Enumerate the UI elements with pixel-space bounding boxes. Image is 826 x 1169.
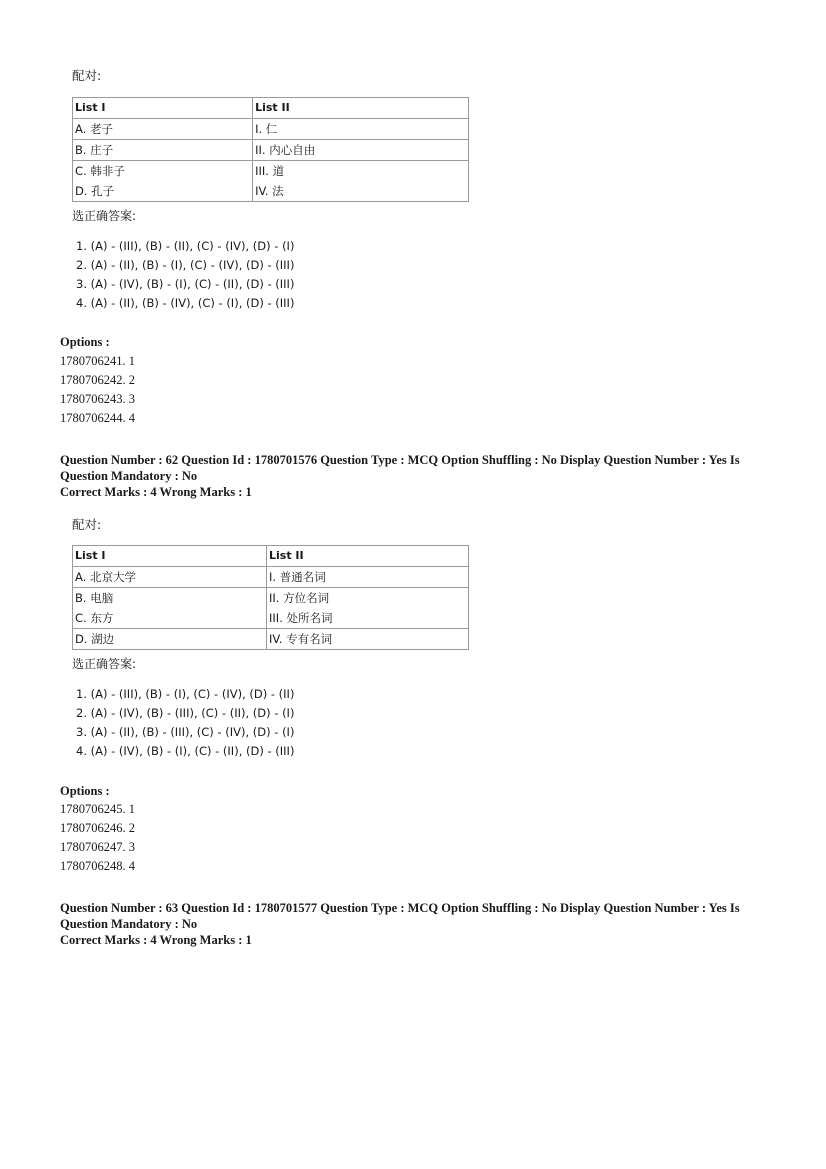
table-cell-line: D. 孔子 xyxy=(75,184,115,198)
question-63-meta xyxy=(60,900,760,948)
table-cell-line: C. 东方 xyxy=(75,611,114,625)
list-item: 1. (A) - (III), (B) - (I), (C) - (IV), (D) - (II) xyxy=(76,687,295,701)
question-61-options-label: Options : xyxy=(60,335,110,349)
list-item: 4. (A) - (IV), (B) - (I), (C) - (II), (D) - (III) xyxy=(76,744,295,758)
table-header-list-i: List I xyxy=(73,546,267,567)
question-61-options xyxy=(60,352,135,428)
list-item: 1780706247. 3 xyxy=(60,840,135,854)
table-cell-line: IV. 法 xyxy=(255,184,284,198)
table-cell: B. 庄子 xyxy=(73,140,253,161)
table-cell xyxy=(253,161,469,202)
table-cell xyxy=(73,588,267,629)
table-cell xyxy=(267,588,469,629)
list-item: 1780706246. 2 xyxy=(60,821,135,835)
question-63-meta-line2: Correct Marks : 4 Wrong Marks : 1 xyxy=(60,933,252,947)
table-header-list-i: List I xyxy=(73,98,253,119)
table-cell-line: III. 道 xyxy=(255,164,285,178)
table-row xyxy=(73,119,469,140)
table-cell: I. 仁 xyxy=(253,119,469,140)
list-item: 1780706242. 2 xyxy=(60,373,135,387)
list-item: 3. (A) - (IV), (B) - (I), (C) - (II), (D) - (III) xyxy=(76,277,295,291)
question-62-meta-line2: Correct Marks : 4 Wrong Marks : 1 xyxy=(60,485,252,499)
table-row-merged xyxy=(73,588,469,629)
table-cell: IV. 专有名词 xyxy=(267,629,469,650)
table-cell-line: II. 方位名词 xyxy=(269,591,330,605)
question-62-meta xyxy=(60,452,760,500)
question-62-match-table xyxy=(72,545,469,650)
table-header-row xyxy=(73,546,469,567)
table-cell-line: B. 电脑 xyxy=(75,591,114,605)
table-header-row xyxy=(73,98,469,119)
question-62-title: 配对: xyxy=(72,517,102,532)
question-62-choose-label: 选正确答案: xyxy=(72,657,137,671)
list-item: 1780706248. 4 xyxy=(60,859,135,873)
question-61-choices xyxy=(76,237,294,313)
list-item: 1780706241. 1 xyxy=(60,354,135,368)
list-item: 1780706244. 4 xyxy=(60,411,135,425)
table-row xyxy=(73,629,469,650)
table-row xyxy=(73,140,469,161)
question-62-options-label: Options : xyxy=(60,784,110,798)
question-62-options xyxy=(60,800,135,876)
list-item: 1780706245. 1 xyxy=(60,802,135,816)
table-cell: D. 湖边 xyxy=(73,629,267,650)
question-61-match-table xyxy=(72,97,469,202)
list-item: 2. (A) - (II), (B) - (I), (C) - (IV), (D) - (III) xyxy=(76,258,295,272)
question-62-choices xyxy=(76,685,294,761)
table-cell-line: C. 韩非子 xyxy=(75,164,125,178)
table-header-list-ii: List II xyxy=(253,98,469,119)
table-cell: A. 老子 xyxy=(73,119,253,140)
question-61-choose-label: 选正确答案: xyxy=(72,209,137,223)
table-cell: I. 普通名词 xyxy=(267,567,469,588)
table-row xyxy=(73,567,469,588)
list-item: 3. (A) - (II), (B) - (III), (C) - (IV), (D) - (I) xyxy=(76,725,295,739)
list-item: 1780706243. 3 xyxy=(60,392,135,406)
list-item: 1. (A) - (III), (B) - (II), (C) - (IV), (D) - (I) xyxy=(76,239,295,253)
list-item: 2. (A) - (IV), (B) - (III), (C) - (II), (D) - (I) xyxy=(76,706,295,720)
table-cell: A. 北京大学 xyxy=(73,567,267,588)
question-62-meta-line1: Question Number : 62 Question Id : 1780701576 Question Type : MCQ Option Shuffling : No Display Question Number : Yes Is Question Mandatory : No xyxy=(60,453,740,483)
table-row-merged xyxy=(73,161,469,202)
list-item: 4. (A) - (II), (B) - (IV), (C) - (I), (D) - (III) xyxy=(76,296,295,310)
question-63-meta-line1: Question Number : 63 Question Id : 1780701577 Question Type : MCQ Option Shuffling : No Display Question Number : Yes Is Question Mandatory : No xyxy=(60,901,740,931)
question-61-title: 配对: xyxy=(72,68,102,83)
table-cell-line: III. 处所名词 xyxy=(269,611,333,625)
table-cell: II. 内心自由 xyxy=(253,140,469,161)
table-header-list-ii: List II xyxy=(267,546,469,567)
table-cell xyxy=(73,161,253,202)
